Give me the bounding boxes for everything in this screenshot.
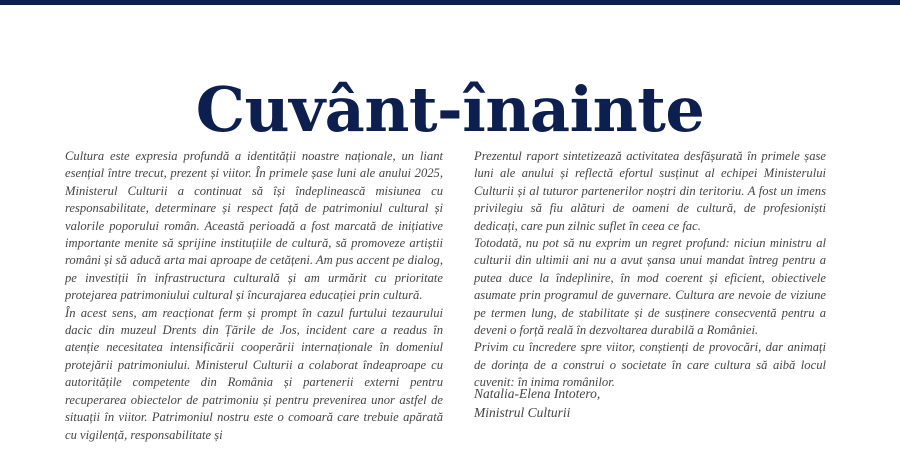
- signature-block: [474, 384, 600, 422]
- paragraph: Prezentul raport sintetizează activitatea desfășurată în primele șase luni ale anului și reflectă efortul susținut al echipei Ministerului Culturii și al tuturor partenerilor noștri din teritoriu. A fost un imens privilegiu să fiu alături de oameni de cultură, de profesioniști dedicați, care pun zilnic suflet în ceea ce fac.: [474, 149, 826, 233]
- paragraph: Totodată, nu pot să nu exprim un regret profund: niciun ministru al culturii din ultimii ani nu a avut șansa unui mandat întreg pentru a putea duce la îndeplinire, în mod coerent și eficient, obiectivele asumate prin programul de guvernare. Cultura are nevoie de viziune pe termen lung, de stabilitate și de susținere consecventă pentru a deveni o forță reală în dezvoltarea durabilă a României.: [474, 236, 826, 338]
- page-title: Cuvânt-înainte: [195, 72, 705, 146]
- signature-name: Natalia-Elena Intotero,: [474, 386, 601, 401]
- signature-role: Ministrul Culturii: [474, 405, 571, 420]
- left-text-column: [65, 148, 443, 444]
- paragraph: Privim cu încredere spre viitor, conștienți de provocări, dar animați de dorința de a construi o societate în care cultura să aibă locul cuvenit: în inima românilor.: [474, 340, 826, 390]
- top-rule: [0, 0, 900, 5]
- paragraph: Cultura este expresia profundă a identității noastre naționale, un liant esențial între trecut, prezent și viitor. În primele șase luni ale anului 2025, Ministerul Culturii a continuat să își îndeplinească misiunea cu responsabilitate, determinare și respect față de patrimoniul cultural și valorile poporului român. Această perioadă a fost marcată de inițiative importante menite să sprijine instituțiile de cultură, să promoveze artiștii români și să aducă arta mai aproape de cetățeni. Am pus accent pe dialog, pe investiții în infrastructura culturală și am urmărit cu prioritate protejarea patrimoniului cultural și încurajarea educației prin cultură.: [65, 149, 443, 303]
- paragraph: În acest sens, am reacționat ferm și prompt în cazul furtului tezaurului dacic din muzeul Drents din Țările de Jos, incident care a readus în atenție necesitatea intensificării cooperării internaționale în domeniul protejării patrimoniului. Ministerul Culturii a colaborat îndeaproape cu autoritățile competente din România și partenerii externi pentru recuperarea obiectelor de patrimoniu și pentru prevenirea unor astfel de situații în viitor. Patrimoniul nostru este o comoară care trebuie apărată cu vigilență, responsabilitate și: [65, 305, 443, 442]
- right-text-column: [474, 148, 826, 392]
